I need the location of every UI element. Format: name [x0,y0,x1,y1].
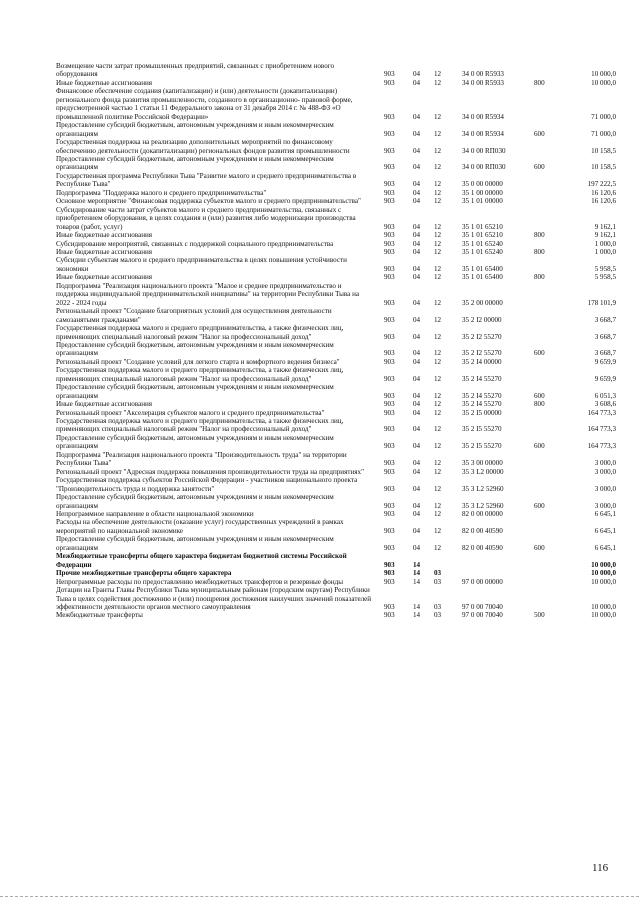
col-gr: 903 [384,298,395,307]
col-target-code: 97 0 00 00000 [462,577,503,586]
row-name: Иные бюджетные ассигнования [56,247,153,256]
row-name: Иные бюджетные ассигнования [56,273,153,282]
col-target-code: 82 0 00 40590 [462,543,503,552]
col-gr: 903 [384,273,395,282]
table-row [56,248,616,256]
col-subsection: 12 [434,163,442,172]
row-name: Дотации на Гранты Главы Республики Тыва муниципальным районам (городским округам) Республики Тыва в целях содействия достижению и (или) поощрения достижения наилучших значений показателей эффективности деятельности органов местного самоуправления [56,586,372,611]
col-amount: 10 000,0 [591,78,616,87]
col-gr: 903 [384,222,395,231]
col-subsection: 12 [434,501,442,510]
row-name: Основное мероприятие "Финансовая поддержка субъектов малого и среднего предпринимательства" [56,197,361,206]
col-amount: 10 000,0 [591,70,616,79]
table-row [56,197,616,205]
col-amount: 164 773,3 [587,425,616,434]
col-gr: 903 [384,400,395,409]
col-target-code: 35 2 I2 55270 [462,332,502,341]
col-gr: 903 [384,180,395,189]
col-amount: 10 000,0 [591,577,616,586]
table-row [56,366,616,383]
col-section: 04 [413,78,421,87]
col-gr: 903 [384,146,395,155]
col-subsection: 12 [434,239,442,248]
col-subsection: 12 [434,129,442,138]
col-amount: 10 158,5 [591,163,616,172]
col-section: 04 [413,408,421,417]
col-expense-type: 800 [534,400,545,409]
col-expense-type: 600 [534,391,545,400]
col-section: 04 [413,374,421,383]
col-gr: 903 [384,332,395,341]
row-name: Подпрограмма "Реализация национального проекта "Производительность труда" на территории Республики Тыва" [56,450,347,468]
col-section: 04 [413,442,421,451]
col-amount: 6 645,1 [594,526,616,535]
col-section: 04 [413,484,421,493]
col-gr: 903 [384,543,395,552]
col-subsection: 12 [434,231,442,240]
col-subsection: 12 [434,298,442,307]
col-gr: 903 [384,603,395,611]
col-expense-type: 600 [534,349,545,358]
col-amount: 10 158,5 [591,146,616,155]
col-target-code: 35 1 01 65400 [462,264,503,273]
col-target-code: 34 0 00 R5934 [462,112,504,121]
col-subsection: 12 [434,112,442,121]
row-name: Иные бюджетные ассигнования [56,231,153,240]
col-subsection: 03 [434,611,442,620]
col-amount: 9 162,1 [594,231,616,240]
col-target-code: 34 0 00 RП030 [462,146,506,155]
col-section: 04 [413,315,421,324]
col-gr: 903 [384,459,395,468]
row-name: Иные бюджетные ассигнования [56,400,153,409]
col-section: 04 [413,188,421,197]
col-target-code: 97 0 00 70040 [462,603,503,611]
table-row [56,383,616,400]
col-target-code: 35 3 L2 00000 [462,467,504,476]
col-amount: 10 000,0 [591,603,616,611]
col-amount: 9 659,9 [594,374,616,383]
col-section: 14 [413,611,421,620]
col-subsection: 03 [434,603,442,611]
col-amount: 71 000,0 [591,129,616,138]
col-section: 04 [413,349,421,358]
col-subsection: 12 [434,400,442,409]
col-gr: 903 [384,188,395,197]
row-name: Непрограммные расходы по предоставлению межбюджетных трансфертов и резервные фонды [56,577,344,586]
row-name: Предоставление субсидий бюджетным, автономным учреждениям и иным некоммерческим организациям [56,535,334,552]
col-gr: 903 [384,391,395,400]
col-subsection: 12 [434,467,442,476]
col-gr: 903 [384,264,395,273]
row-name: Подпрограмма "Поддержка малого и среднего предпринимательства" [56,188,267,197]
col-subsection: 12 [434,510,442,519]
row-name: Предоставление субсидий бюджетным, автономным учреждениям и иным некоммерческим организациям [56,493,334,510]
col-section: 04 [413,459,421,468]
table-row [56,518,616,535]
col-amount: 6 051,3 [594,391,616,400]
col-target-code: 35 3 L2 52960 [462,501,504,510]
col-target-code: 35 0 00 00000 [462,180,503,189]
table-row [56,586,616,611]
col-target-code: 82 0 00 00000 [462,510,503,519]
col-subsection: 12 [434,391,442,400]
col-section: 04 [413,231,421,240]
col-gr: 903 [384,611,395,620]
table-row [56,569,616,577]
col-target-code: 35 3 00 00000 [462,459,503,468]
col-target-code: 35 1 01 65400 [462,273,503,282]
col-subsection: 12 [434,188,442,197]
row-name: Предоставление субсидий бюджетным, автономным учреждениям и иным некоммерческим организациям [56,154,334,172]
row-name: Региональный проект "Создание благоприятных условий для осуществления деятельности самозанятыми гражданами" [56,307,332,324]
col-amount: 3 000,0 [594,459,616,468]
row-name: Расходы на обеспечение деятельности (оказание услуг) государственных учреждений в рамках мероприятий по национальной экономике [56,518,344,535]
col-amount: 197 222,5 [587,180,616,189]
col-target-code: 35 1 01 00000 [462,197,503,206]
table-row [56,282,616,307]
page-number: 116 [592,862,609,874]
col-amount: 3 668,7 [594,315,616,324]
table-row [56,552,616,569]
col-section: 04 [413,70,421,79]
col-amount: 3 000,0 [594,467,616,476]
col-section: 04 [413,222,421,231]
col-amount: 1 000,0 [594,239,616,248]
bottom-rule [0,896,639,897]
col-subsection: 12 [434,442,442,451]
col-subsection: 12 [434,222,442,231]
row-name: Государственная поддержка субъектов Российской Федерации - участников национального проекта "Производительность труда и поддержка занятости" [56,476,358,493]
row-name: Межбюджетные трансферты общего характера бюджетам бюджетной системы Российской Федерации [56,552,347,569]
col-target-code: 35 2 I4 55270 [462,374,502,383]
col-gr: 903 [384,408,395,417]
col-gr: 903 [384,425,395,434]
table-row [56,510,616,518]
col-subsection: 12 [434,357,442,366]
col-gr: 903 [384,349,395,358]
col-expense-type: 500 [534,611,545,620]
col-amount: 10 000,0 [591,611,616,620]
col-gr: 903 [384,510,395,519]
table-row [56,409,616,417]
col-amount: 3 000,0 [594,501,616,510]
col-subsection: 12 [434,349,442,358]
col-target-code: 35 1 01 65240 [462,239,503,248]
col-target-code: 34 0 00 RП030 [462,163,506,172]
col-subsection: 12 [434,78,442,87]
col-expense-type: 600 [534,129,545,138]
col-subsection: 12 [434,543,442,552]
row-name: Государственная поддержка малого и среднего предпринимательства, а также физических лиц, применяющих специальный налоговый режим "Налог на профессиональный доход" [56,417,344,434]
col-amount: 9 659,9 [594,357,616,366]
table-row [56,206,616,231]
col-section: 04 [413,510,421,519]
col-amount: 3 668,7 [594,332,616,341]
row-name: Предоставление субсидий бюджетным, автономным учреждениям и иным некоммерческим организациям [56,121,334,138]
row-name: Предоставление субсидий бюджетным, автономным учреждениям и иным некоммерческим организациям [56,383,334,400]
col-target-code: 82 0 00 40590 [462,526,503,535]
col-subsection: 12 [434,526,442,535]
table-row [56,578,616,586]
col-subsection: 12 [434,332,442,341]
col-amount: 3 668,7 [594,349,616,358]
table-row [56,468,616,476]
row-name: Субсидирование мероприятий, связанных с поддержкой социального предпринимательства [56,239,334,248]
row-name: Финансовое обеспечение создания (капитализации) и (или) деятельности (докапитализации) регионального фонда развития промышленности, созданного в организационно- правовой форме, предусмотренной частью 1 статьи 11 Федерального закона от 31 декабря 2014 г. № 488-ФЗ «О промышленной политике Российской Федерации» [56,87,353,121]
row-name: Возмещение части затрат промышленных предприятий, связанных с приобретением нового оборудования [56,62,335,79]
table-row [56,155,616,172]
col-section: 04 [413,264,421,273]
col-gr: 903 [384,315,395,324]
col-target-code: 35 2 I2 55270 [462,349,502,358]
col-expense-type: 600 [534,543,545,552]
col-gr: 903 [384,70,395,79]
table-row [56,434,616,451]
table-row [56,476,616,493]
table-row [56,256,616,273]
table-row [56,611,616,619]
table-row [56,62,616,79]
col-expense-type: 800 [534,231,545,240]
col-subsection: 12 [434,264,442,273]
row-name: Региональный проект "Акселерация субъектов малого и среднего предпринимательства" [56,408,325,417]
row-name: Государственная поддержка на реализацию дополнительных мероприятий по финансовому обеспечению деятельности (докапитализации) региональных фондов развития промышленности [56,138,350,155]
row-name: Государственная поддержка малого и среднего предпринимательства, а также физических лиц, применяющих специальный налоговый режим "Налог на профессиональный доход" [56,366,344,383]
col-gr: 903 [384,129,395,138]
col-subsection: 12 [434,408,442,417]
col-amount: 10 000,0 [591,560,616,569]
col-subsection: 12 [434,459,442,468]
table-row [56,172,616,189]
col-amount: 1 000,0 [594,247,616,256]
row-name: Непрограммное направление в области национальной экономики [56,510,254,519]
col-gr: 903 [384,560,395,569]
col-gr: 903 [384,501,395,510]
col-amount: 9 162,1 [594,222,616,231]
col-target-code: 35 1 01 65210 [462,231,503,240]
col-subsection: 03 [434,577,442,586]
col-expense-type: 600 [534,442,545,451]
col-section: 04 [413,425,421,434]
col-section: 04 [413,197,421,206]
col-expense-type: 800 [534,247,545,256]
table-row [56,451,616,468]
col-section: 04 [413,467,421,476]
col-gr: 903 [384,577,395,586]
col-gr: 903 [384,484,395,493]
col-section: 04 [413,357,421,366]
col-gr: 903 [384,78,395,87]
table-row [56,400,616,408]
col-gr: 903 [384,442,395,451]
col-expense-type: 600 [534,163,545,172]
col-section: 04 [413,273,421,282]
col-target-code: 35 2 I4 55270 [462,391,502,400]
col-expense-type: 800 [534,78,545,87]
row-name: Региональный проект "Адресная поддержка повышения производительности труда на предприятиях" [56,467,364,476]
col-section: 04 [413,163,421,172]
col-target-code: 35 2 I4 00000 [462,357,502,366]
col-expense-type: 600 [534,501,545,510]
row-name: Подпрограмма "Реализация национального проекта "Малое и среднее предпринимательство и поддержка индивидуальной предпринимательской инициативы" на территории Республики Тыва на 2022 - 2024 годы [56,281,360,307]
col-target-code: 35 1 01 65240 [462,247,503,256]
col-gr: 903 [384,197,395,206]
table-row [56,273,616,281]
table-row [56,87,616,121]
col-section: 04 [413,543,421,552]
col-subsection: 12 [434,315,442,324]
col-section: 04 [413,298,421,307]
col-section: 14 [413,560,421,569]
col-subsection: 12 [434,197,442,206]
col-section: 04 [413,501,421,510]
table-row [56,307,616,324]
table-row [56,79,616,87]
col-section: 14 [413,577,421,586]
col-amount: 6 645,1 [594,543,616,552]
col-target-code: 34 0 00 R5933 [462,78,504,87]
col-subsection: 03 [434,569,442,578]
budget-table [56,62,616,620]
col-amount: 71 000,0 [591,112,616,121]
col-amount: 3 608,6 [594,400,616,409]
col-amount: 164 773,3 [587,442,616,451]
table-row [56,535,616,552]
col-target-code: 35 2 00 00000 [462,298,503,307]
col-gr: 903 [384,163,395,172]
col-expense-type: 800 [534,273,545,282]
table-row [56,341,616,358]
col-amount: 6 645,1 [594,510,616,519]
col-gr: 903 [384,112,395,121]
col-subsection: 12 [434,484,442,493]
row-name: Межбюджетные трансферты [56,611,143,620]
col-subsection: 12 [434,273,442,282]
table-row [56,138,616,155]
col-section: 04 [413,129,421,138]
table-row [56,231,616,239]
col-amount: 164 773,3 [587,408,616,417]
row-name: Региональный проект "Создание условий для легкого старта и комфортного ведения бизнеса" [56,357,340,366]
col-amount: 178 101,9 [587,298,616,307]
col-amount: 16 120,6 [591,197,616,206]
col-subsection: 12 [434,374,442,383]
col-section: 04 [413,400,421,409]
col-gr: 903 [384,374,395,383]
col-gr: 903 [384,357,395,366]
col-target-code: 35 2 I2 00000 [462,315,502,324]
col-target-code: 34 0 00 R5934 [462,129,504,138]
col-amount: 10 000,0 [591,569,616,578]
col-gr: 903 [384,526,395,535]
col-subsection: 12 [434,180,442,189]
col-gr: 903 [384,247,395,256]
table-row [56,358,616,366]
row-name: Государственная программа Республики Тыва "Развитие малого и среднего предпринимательства в Республике Тыва" [56,171,357,189]
col-section: 14 [413,603,421,611]
col-section: 04 [413,526,421,535]
col-section: 04 [413,180,421,189]
col-section: 04 [413,247,421,256]
col-target-code: 35 1 01 65210 [462,222,503,231]
row-name: Предоставление субсидий бюджетным, автономным учреждениям и иным некоммерческим организациям [56,340,334,358]
col-target-code: 97 0 00 70040 [462,611,503,620]
table-row [56,189,616,197]
col-amount: 3 000,0 [594,484,616,493]
col-target-code: 35 1 00 00000 [462,188,503,197]
col-target-code: 34 0 00 R5933 [462,70,504,79]
col-section: 04 [413,391,421,400]
col-target-code: 35 3 L2 52960 [462,484,504,493]
col-gr: 903 [384,569,395,578]
col-gr: 903 [384,467,395,476]
col-subsection: 12 [434,247,442,256]
col-section: 04 [413,146,421,155]
col-amount: 5 958,5 [594,264,616,273]
table-row [56,417,616,434]
col-subsection: 12 [434,425,442,434]
col-amount: 5 958,5 [594,273,616,282]
col-target-code: 35 2 I5 55270 [462,442,502,451]
row-name: Субсидии субъектам малого и среднего предпринимательства в целях повышения устойчивости экономики [56,256,347,273]
col-subsection: 12 [434,146,442,155]
col-target-code: 35 2 I5 55270 [462,425,502,434]
row-name: Иные бюджетные ассигнования [56,78,153,87]
col-gr: 903 [384,239,395,248]
col-section: 04 [413,239,421,248]
col-target-code: 35 2 I5 00000 [462,408,502,417]
col-section: 14 [413,569,421,578]
col-gr: 903 [384,231,395,240]
table-row [56,121,616,138]
col-section: 04 [413,332,421,341]
col-subsection: 12 [434,70,442,79]
table-row [56,324,616,341]
row-name: Субсидирование части затрат субъектов малого и среднего предпринимательства, связанных с приобретением оборудования, в целях создания и (или) развития либо модернизации производства товаров (работ, услуг) [56,205,356,231]
col-target-code: 35 2 I4 55270 [462,400,502,409]
col-section: 04 [413,112,421,121]
table-row [56,493,616,510]
col-amount: 16 120,6 [591,188,616,197]
row-name: Государственная поддержка малого и среднего предпринимательства, а также физических лиц, применяющих специальный налоговый режим "Налог на профессиональный доход" [56,324,344,341]
row-name: Предоставление субсидий бюджетным, автономным учреждениям и иным некоммерческим организациям [56,433,334,451]
row-name: Прочие межбюджетные трансферты общего характера [56,569,232,578]
table-row [56,240,616,248]
